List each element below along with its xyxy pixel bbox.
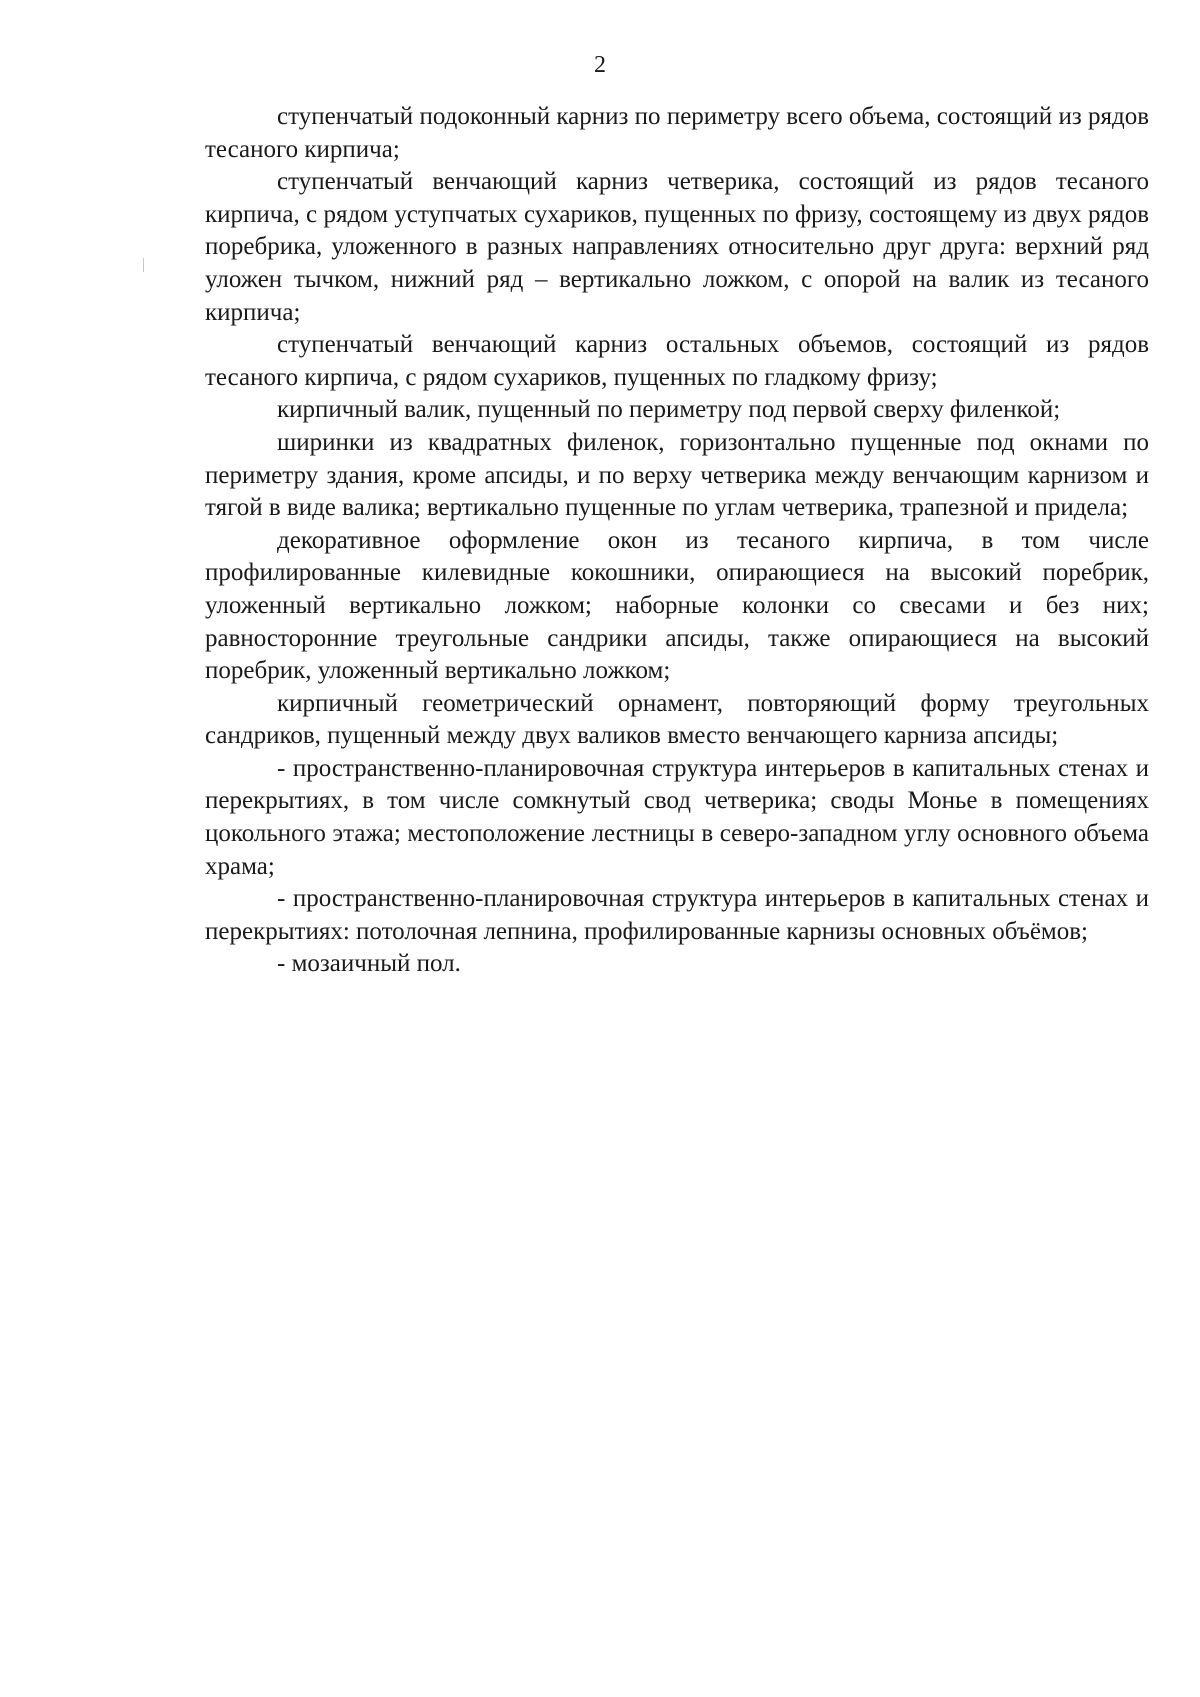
paragraph-window-decoration: декоративное оформление окон из тесаного кирпича, в том числе профилированные килевидные кокошники, опирающиеся на высокий поребрик, уложенный вертикально ложком; наборные колонки со свесами и без них; равносторонние треугольные сандрики апсиды, также опирающиеся на высокий поребрик, уложенный вертикально ложком; [205, 526, 1149, 685]
document-body [205, 101, 1149, 981]
paragraph-interior-structure-stucco: - пространственно-планировочная структура интерьеров в капитальных стенах и перекрытиях: потолочная лепнина, профилированные карнизы основных объёмов; [205, 885, 1149, 945]
page-number: 2 [594, 52, 606, 78]
paragraph-geometric-ornament: кирпичный геометрический орнамент, повторяющий форму треугольных сандриков, пущенный между двух валиков вместо венчающего карниза апсиды; [205, 689, 1149, 750]
paragraph-crowning-cornice-chetverik: ступенчатый венчающий карниз четверика, состоящий из рядов тесаного кирпича, с рядом уступчатых сухариков, пущенных по фризу, состоящему из двух рядов поребрика, уложенного в разных направлениях относительно друг друга: верхний ряд уложен тычком, нижний ряд – вертикально ложком, с опорой на валик из тесаного кирпича; [205, 168, 1149, 326]
paragraph-mosaic-floor: - мозаичный пол. [277, 950, 461, 978]
paragraph-square-panels: ширинки из квадратных филенок, горизонтально пущенные под окнами по периметру здания, кроме апсиды, и по верху четверика между венчающим карнизом и тягой в виде валика; вертикально пущенные по углам четверика, трапезной и придела; [205, 428, 1149, 522]
paragraph-crowning-cornice-other-volumes: ступенчатый венчающий карниз остальных объемов, состоящий из рядов тесаного кирпича, с рядом сухариков, пущенных по гладкому фризу; [205, 331, 1149, 391]
paragraph-interior-structure-vaults: - пространственно-планировочная структура интерьеров в капитальных стенах и перекрытиях, в том числе сомкнутый свод четверика; своды Монье в помещениях цокольного этажа; местоположение лестницы в северо-западном углу основного объема храма; [205, 754, 1149, 880]
paragraph-brick-roll: кирпичный валик, пущенный по периметру под первой сверху филенкой; [277, 396, 1061, 424]
paragraph-stepped-window-cornice: ступенчатый подоконный карниз по периметру всего объема, состоящий из рядов тесаного кирпича; [205, 103, 1149, 163]
scan-mark [143, 258, 144, 272]
